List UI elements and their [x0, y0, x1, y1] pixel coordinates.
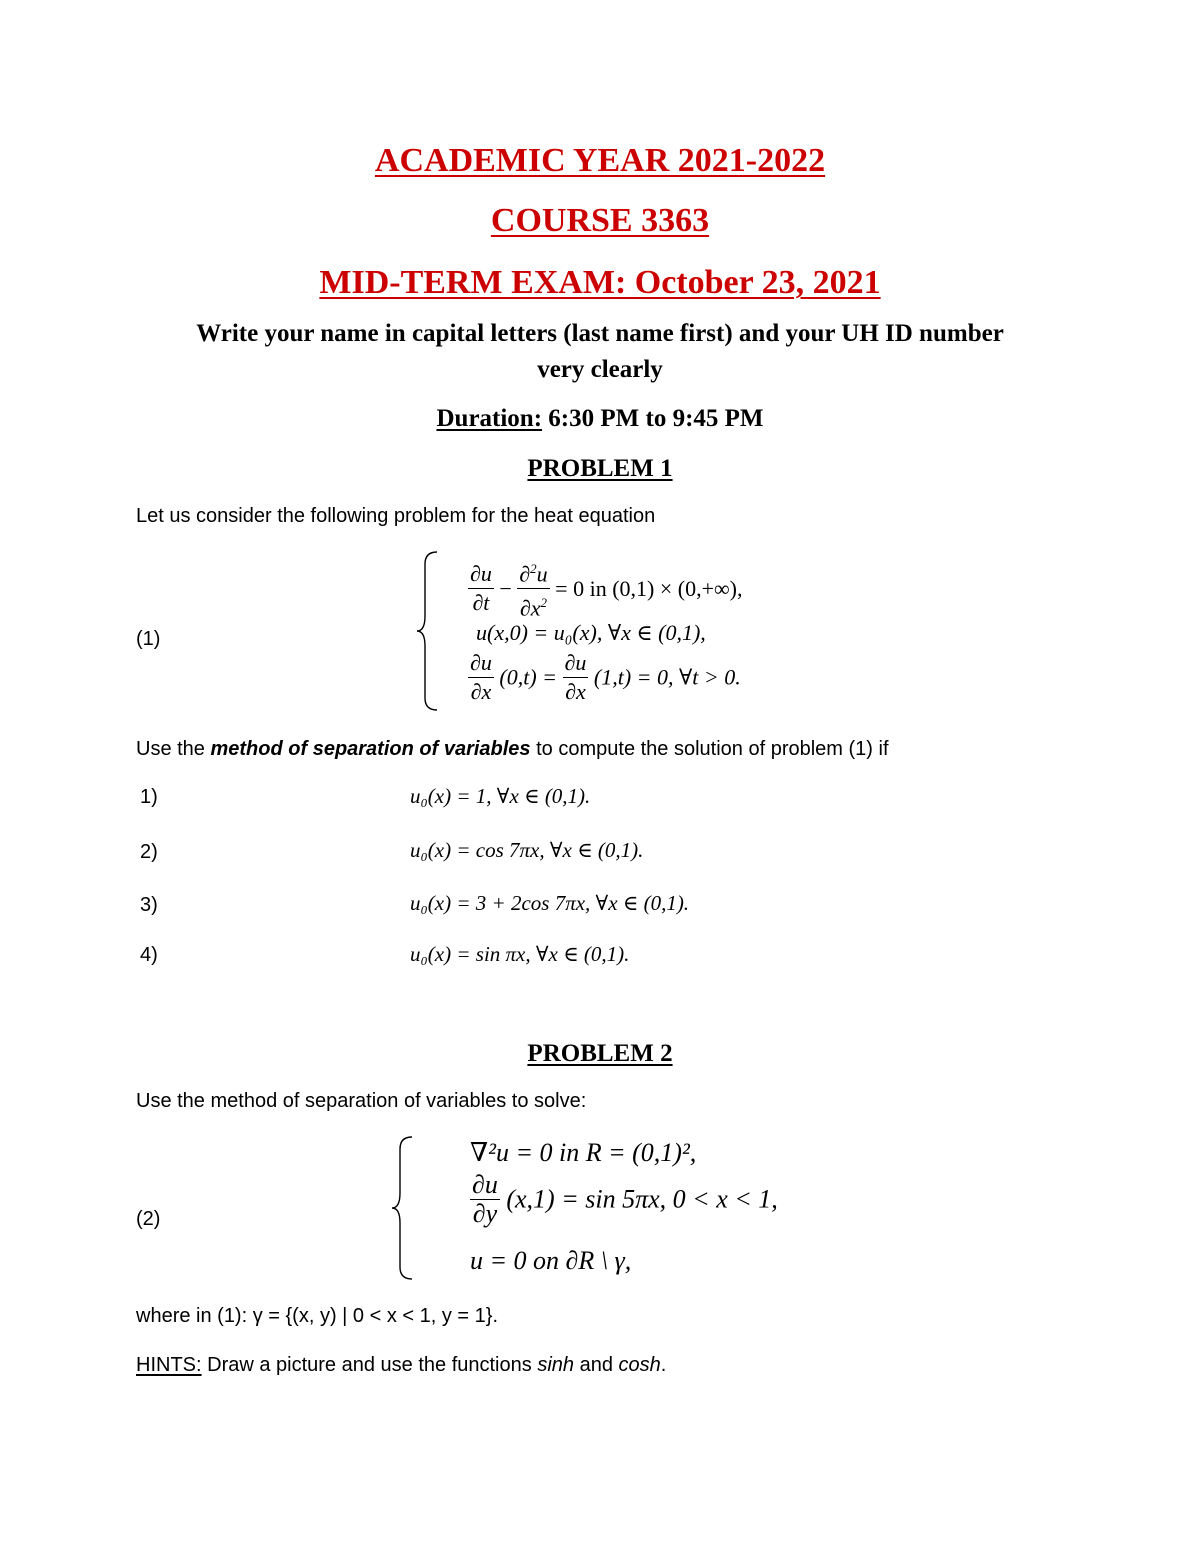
- task-text-pre: Use the: [136, 738, 211, 760]
- case-1-expr: u₀(x) = 1, ∀x ∈ (0,1).: [410, 784, 591, 808]
- problem-2-intro: Use the method of separation of variables to solve:: [136, 1090, 587, 1112]
- instructions-line-2: very clearly: [537, 356, 663, 383]
- academic-year-heading: ACADEMIC YEAR 2021-2022: [374, 142, 826, 179]
- hints-and: and: [574, 1354, 619, 1376]
- duration-line: [0, 405, 1200, 433]
- problem-1-task: [136, 738, 889, 761]
- hints-text: Draw a picture and use the functions: [201, 1354, 538, 1376]
- case-4-label: 4): [140, 944, 158, 966]
- case-4-expr: u₀(x) = sin πx, ∀x ∈ (0,1).: [410, 942, 630, 966]
- hints-cosh: cosh: [618, 1354, 661, 1376]
- duration-label: Duration:: [436, 405, 543, 432]
- case-2-label: 2): [140, 841, 158, 863]
- case-2-expr: u₀(x) = cos 7πx, ∀x ∈ (0,1).: [410, 838, 644, 862]
- laplace-equation: ∇²u = 0 in R = (0,1)²,: [470, 1138, 697, 1167]
- instructions-line-1: Write your name in capital letters (last name first) and your UH ID number: [196, 320, 1004, 347]
- initial-condition: u(x,0) = u₀(x), ∀x ∈ (0,1),: [476, 620, 706, 645]
- case-3-expr: u₀(x) = 3 + 2cos 7πx, ∀x ∈ (0,1).: [410, 891, 690, 915]
- problem-2-title: PROBLEM 2: [527, 1040, 673, 1067]
- left-brace-icon: [415, 550, 441, 712]
- case-3-label: 3): [140, 894, 158, 916]
- hints-label: HINTS:: [136, 1354, 202, 1376]
- left-brace-2-icon: [390, 1135, 416, 1281]
- course-heading: COURSE 3363: [490, 202, 710, 239]
- dirichlet-condition: u = 0 on ∂R \ γ,: [470, 1246, 632, 1275]
- task-text-post: to compute the solution of problem (1) if: [530, 738, 889, 760]
- pde-heat-equation: $\frac{\partial u}{\partial t}$ − $\frac{\partial^2u}{\partial x^2}$ = 0 in (0,1) × (0,+∞),: [468, 556, 743, 622]
- case-1-label: 1): [140, 786, 158, 808]
- boundary-condition-mid: (0,t) =: [499, 664, 557, 690]
- problem-1-intro: Let us consider the following problem for the heat equation: [136, 505, 656, 527]
- equation-1-label: (1): [136, 628, 161, 650]
- gamma-definition: where in (1): γ = {(x, y) | 0 < x < 1, y = 1}.: [136, 1305, 499, 1327]
- neumann-condition-tail: (x,1) = sin 5πx, 0 < x < 1,: [506, 1184, 778, 1214]
- boundary-condition: $\frac{\partial u}{\partial x}$ (0,t) = $\frac{\partial u}{\partial x}$ (1,t) = 0, ∀t > 0.: [470, 650, 741, 704]
- problem-1-title: PROBLEM 1: [527, 455, 673, 482]
- neumann-condition: $\frac{\partial u}{\partial y}$ (x,1) = sin 5πx, 0 < x < 1,: [472, 1170, 778, 1228]
- exam-date-heading: MID-TERM EXAM: October 23, 2021: [319, 264, 881, 301]
- equation-2-label: (2): [136, 1208, 161, 1230]
- hints-line: [136, 1354, 666, 1377]
- pde-heat-equation-tail: = 0 in (0,1) × (0,+∞),: [555, 575, 743, 601]
- task-text-emphasis: method of separation of variables: [210, 738, 531, 760]
- hints-sinh: sinh: [537, 1354, 575, 1376]
- hints-end: .: [660, 1354, 667, 1376]
- boundary-condition-tail: (1,t) = 0, ∀t > 0.: [593, 664, 741, 690]
- duration-value: 6:30 PM to 9:45 PM: [548, 405, 764, 432]
